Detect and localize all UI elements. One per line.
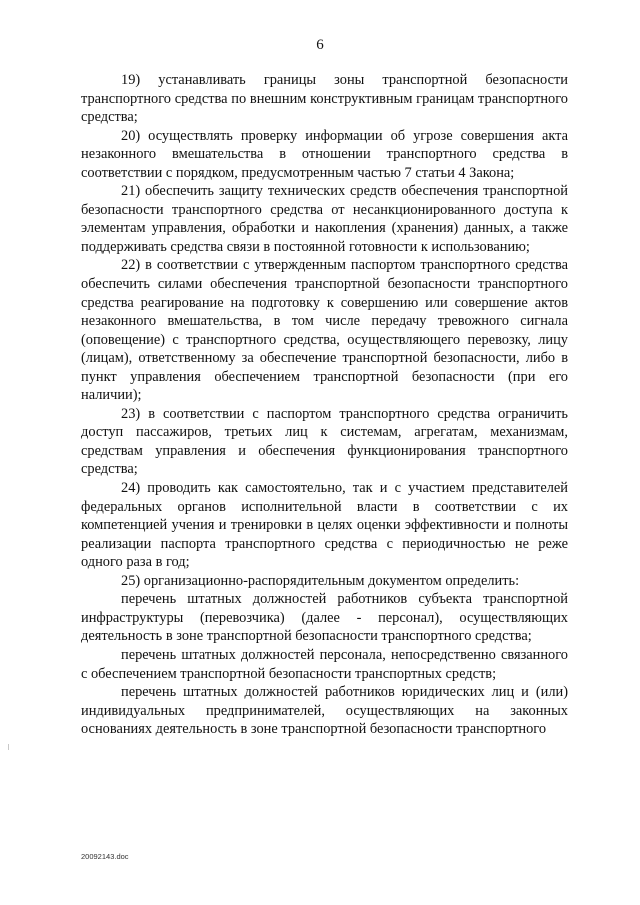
paragraph-list-personnel: перечень штатных должностей работников субъекта транспортной инфраструктуры (перевозчика) (далее - персонал), осуществляющих деятельность в зоне транспортной безопасности транспортного средства; xyxy=(81,591,568,645)
paragraph-item-19: 19) устанавливать границы зоны транспортной безопасности транспортного средства по внешним конструктивным границам транспортного средства; xyxy=(81,72,568,126)
paragraph-item-22: 22) в соответствии с утвержденным паспортом транспортного средства обеспечить силами обеспечения транспортной безопасности транспортного средства реагирование на подготовку к совершению или совершение актов незаконного вмешательства, в том числе передачу тревожного сигнала (оповещение) с транспортного средства, осуществляющего перевозку, лицу (лицам), ответственному за обеспечение транспортной безопасности, либо в пункт управления обеспечением транспортной безопасности (при его наличии); xyxy=(81,257,568,404)
footer-document-code: 20092143.doc xyxy=(81,852,129,861)
paragraph-item-23: 23) в соответствии с паспортом транспортного средства ограничить доступ пассажиров, третьих лиц к системам, агрегатам, механизмам, средствам управления и обеспечения функционирования транспортного средства; xyxy=(81,405,568,478)
paragraph-item-25: 25) организационно-распорядительным документом определить: xyxy=(121,572,520,589)
paragraph-item-21: 21) обеспечить защиту технических средств обеспечения транспортной безопасности транспортного средства от несанкционированного доступа к элементам управления, обработки и накопления (хранения) данных, а также поддерживать средства связи в постоянной готовности к использованию; xyxy=(81,183,568,255)
document-body xyxy=(81,71,568,739)
scan-margin-mark xyxy=(8,744,9,750)
page-number: 6 xyxy=(316,37,324,53)
paragraph-list-contractors: перечень штатных должностей работников юридических лиц и (или) индивидуальных предпринимателей, осуществляющих на законных основаниях деятельность в зоне транспортной безопасности транспортного xyxy=(81,684,568,738)
paragraph-item-20: 20) осуществлять проверку информации об угрозе совершения акта незаконного вмешательства в отношении транспортного средства в соответствии с порядком, предусмотренным частью 7 статьи 4 Закона; xyxy=(81,127,568,181)
paragraph-list-security-personnel: перечень штатных должностей персонала, непосредственно связанного с обеспечением транспортной безопасности транспортных средств; xyxy=(81,646,568,682)
paragraph-item-24: 24) проводить как самостоятельно, так и с участием представителей федеральных органов исполнительной власти в соответствии с их компетенцией учения и тренировки в целях оценки эффективности и полноты реализации паспорта транспортного средства с периодичностью не реже одного раза в год; xyxy=(81,480,568,571)
